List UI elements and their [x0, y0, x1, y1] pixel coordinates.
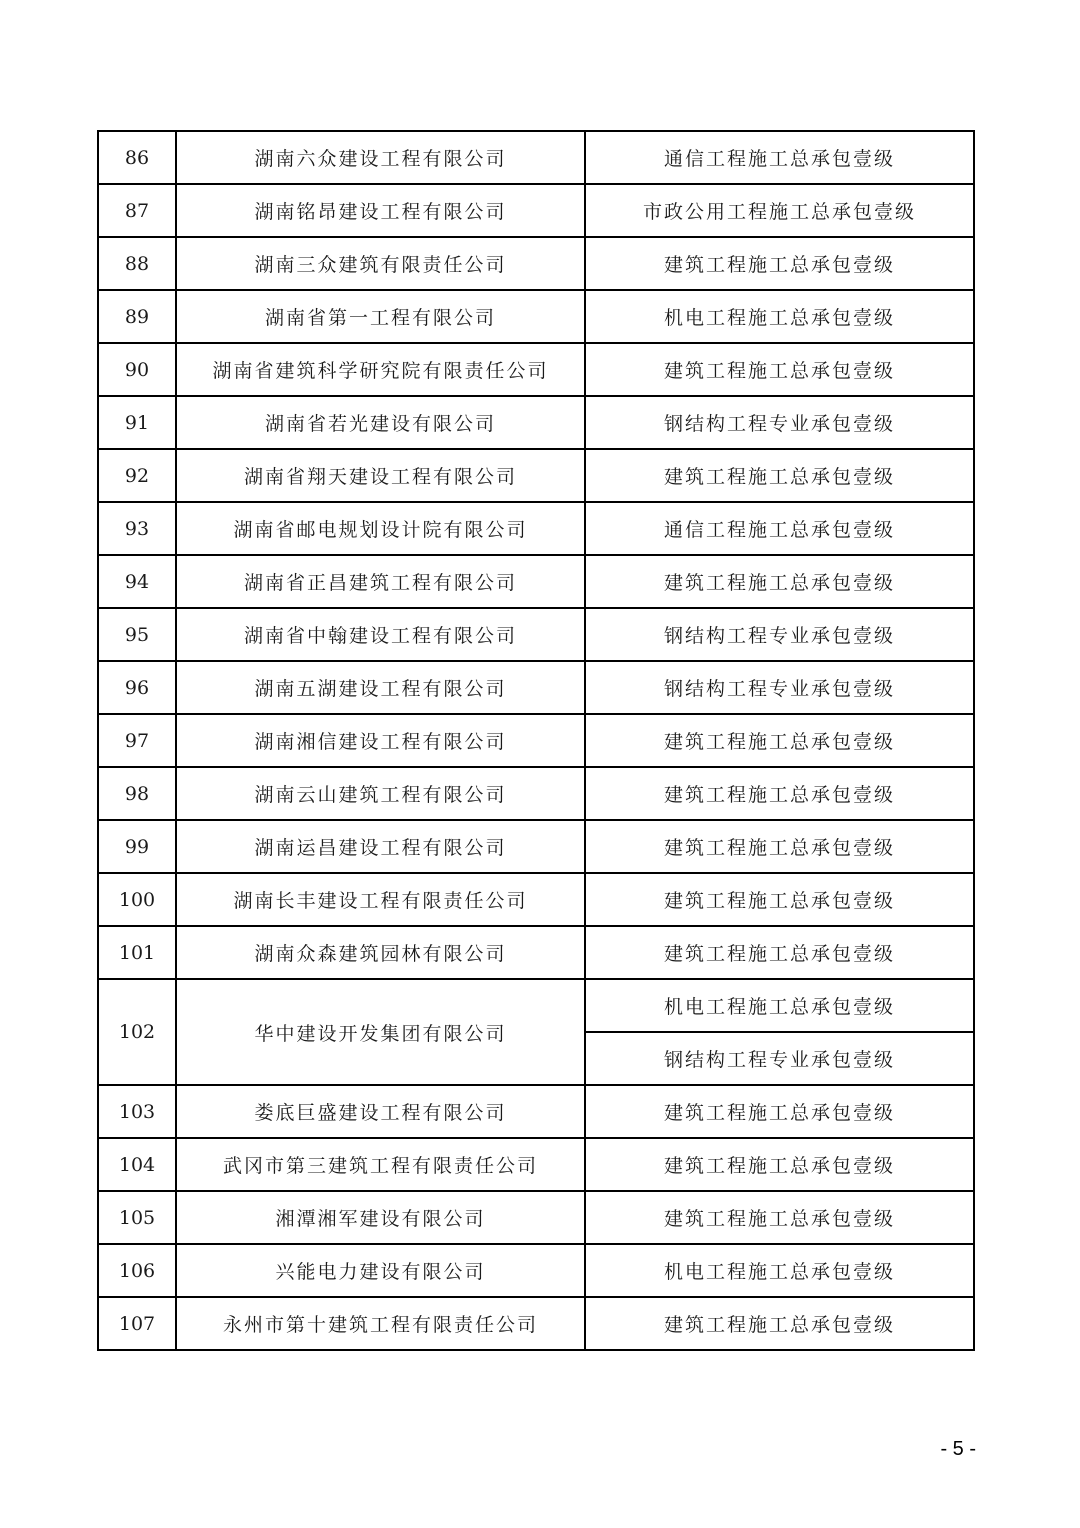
row-number: 86 [98, 131, 176, 184]
row-number: 89 [98, 290, 176, 343]
table-row [98, 131, 974, 184]
row-number: 96 [98, 661, 176, 714]
qualification: 建筑工程施工总承包壹级 [585, 1191, 974, 1244]
table-row [98, 608, 974, 661]
table-row [98, 1297, 974, 1350]
row-number: 98 [98, 767, 176, 820]
company-name: 湖南铭昂建设工程有限公司 [176, 184, 585, 237]
row-number: 97 [98, 714, 176, 767]
table-row [98, 714, 974, 767]
row-number: 106 [98, 1244, 176, 1297]
qualification: 建筑工程施工总承包壹级 [585, 714, 974, 767]
company-name: 永州市第十建筑工程有限责任公司 [176, 1297, 585, 1350]
table-row [98, 449, 974, 502]
qualification: 建筑工程施工总承包壹级 [585, 449, 974, 502]
table-row [98, 290, 974, 343]
table-row [98, 184, 974, 237]
row-number: 87 [98, 184, 176, 237]
qualification: 钢结构工程专业承包壹级 [585, 608, 974, 661]
qualification: 建筑工程施工总承包壹级 [585, 555, 974, 608]
table-row [98, 237, 974, 290]
qualification: 机电工程施工总承包壹级 [585, 290, 974, 343]
qualification: 建筑工程施工总承包壹级 [585, 820, 974, 873]
company-name: 湖南省中翰建设工程有限公司 [176, 608, 585, 661]
company-name: 湖南省翔天建设工程有限公司 [176, 449, 585, 502]
row-number: 92 [98, 449, 176, 502]
row-number: 94 [98, 555, 176, 608]
company-name: 湖南运昌建设工程有限公司 [176, 820, 585, 873]
qualification: 钢结构工程专业承包壹级 [585, 661, 974, 714]
company-name: 湖南省第一工程有限公司 [176, 290, 585, 343]
qualification: 建筑工程施工总承包壹级 [585, 237, 974, 290]
qualification: 建筑工程施工总承包壹级 [585, 1085, 974, 1138]
row-number: 99 [98, 820, 176, 873]
table-row [98, 661, 974, 714]
qualification: 市政公用工程施工总承包壹级 [585, 184, 974, 237]
company-name: 湖南众森建筑园林有限公司 [176, 926, 585, 979]
qualification: 通信工程施工总承包壹级 [585, 502, 974, 555]
company-name: 湖南三众建筑有限责任公司 [176, 237, 585, 290]
table-row [98, 502, 974, 555]
qualification: 建筑工程施工总承包壹级 [585, 873, 974, 926]
table-row [98, 767, 974, 820]
row-number: 100 [98, 873, 176, 926]
qualification: 建筑工程施工总承包壹级 [585, 343, 974, 396]
row-number: 88 [98, 237, 176, 290]
company-name: 湘潭湘军建设有限公司 [176, 1191, 585, 1244]
row-number: 107 [98, 1297, 176, 1350]
company-name: 湖南五湖建设工程有限公司 [176, 661, 585, 714]
table-row [98, 555, 974, 608]
table-row [98, 1138, 974, 1191]
row-number: 103 [98, 1085, 176, 1138]
company-name: 湖南省建筑科学研究院有限责任公司 [176, 343, 585, 396]
table-row [98, 820, 974, 873]
table-body [98, 131, 974, 1350]
row-number: 90 [98, 343, 176, 396]
row-number: 101 [98, 926, 176, 979]
qualification: 建筑工程施工总承包壹级 [585, 1297, 974, 1350]
company-name: 武冈市第三建筑工程有限责任公司 [176, 1138, 585, 1191]
table-row [98, 396, 974, 449]
table-row [98, 979, 974, 1032]
row-number: 95 [98, 608, 176, 661]
company-name: 湖南省邮电规划设计院有限公司 [176, 502, 585, 555]
row-number: 102 [98, 979, 176, 1085]
table-row [98, 1191, 974, 1244]
company-name: 华中建设开发集团有限公司 [176, 979, 585, 1085]
table-row [98, 1244, 974, 1297]
qualification: 建筑工程施工总承包壹级 [585, 926, 974, 979]
qualification: 机电工程施工总承包壹级 [585, 1244, 974, 1297]
qualification: 钢结构工程专业承包壹级 [585, 1032, 974, 1085]
table-row [98, 926, 974, 979]
company-name: 娄底巨盛建设工程有限公司 [176, 1085, 585, 1138]
company-name: 湖南云山建筑工程有限公司 [176, 767, 585, 820]
company-name: 湖南六众建设工程有限公司 [176, 131, 585, 184]
qualification: 建筑工程施工总承包壹级 [585, 1138, 974, 1191]
page-number: - 5 - [940, 1438, 976, 1460]
row-number: 93 [98, 502, 176, 555]
company-name: 湖南湘信建设工程有限公司 [176, 714, 585, 767]
qualification: 通信工程施工总承包壹级 [585, 131, 974, 184]
qualification: 建筑工程施工总承包壹级 [585, 767, 974, 820]
company-name: 湖南省正昌建筑工程有限公司 [176, 555, 585, 608]
company-name: 湖南长丰建设工程有限责任公司 [176, 873, 585, 926]
row-number: 104 [98, 1138, 176, 1191]
table-row [98, 343, 974, 396]
qualification: 机电工程施工总承包壹级 [585, 979, 974, 1032]
row-number: 105 [98, 1191, 176, 1244]
company-name: 兴能电力建设有限公司 [176, 1244, 585, 1297]
qualification: 钢结构工程专业承包壹级 [585, 396, 974, 449]
table-row [98, 873, 974, 926]
company-name: 湖南省若光建设有限公司 [176, 396, 585, 449]
table-row [98, 1085, 974, 1138]
row-number: 91 [98, 396, 176, 449]
qualification-table [97, 130, 975, 1351]
